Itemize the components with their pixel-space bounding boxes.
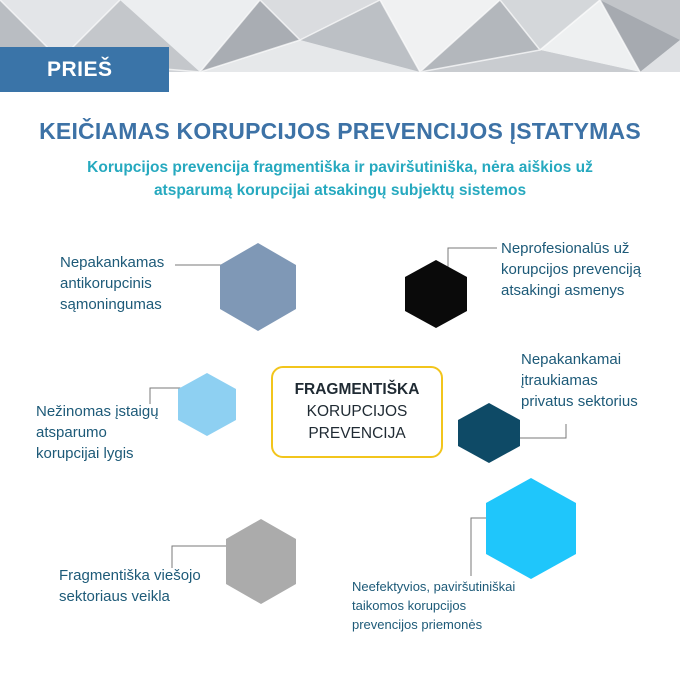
label-line: Nežinomas įstaigų (36, 403, 159, 420)
label-line: prevencijos priemonės (352, 617, 483, 632)
center-concept-box (271, 366, 443, 458)
connector-line-6 (471, 518, 487, 576)
label-measures (352, 577, 515, 634)
label-institutions (36, 401, 159, 464)
label-line: Fragmentiška viešojo (59, 567, 201, 584)
hexagon-public-sector (226, 519, 296, 604)
label-line: Nepakankamai (521, 351, 622, 368)
subtitle-line-2: atsparumą korupcijai atsakingų subjektų sistemos (153, 182, 527, 199)
label-officials (501, 238, 641, 301)
connector-line-4 (520, 424, 566, 438)
label-line: sąmoningumas (60, 296, 162, 313)
hexagon-officials (405, 260, 467, 328)
before-badge: PRIEŠ (0, 47, 169, 92)
label-line: Neprofesionalūs už (501, 240, 630, 257)
center-line-2: KORUPCIJOS (306, 403, 408, 420)
hexagon-private-sector (458, 403, 520, 463)
label-private-sector (521, 349, 638, 412)
label-line: korupcijos prevenciją (501, 261, 642, 278)
page-title: KEIČIAMAS KORUPCIJOS PREVENCIJOS ĮSTATYMAS (39, 118, 641, 144)
label-line: atsakingi asmenys (501, 282, 625, 299)
label-line: taikomos korupcijos (352, 598, 467, 613)
label-line: korupcijai lygis (36, 445, 134, 462)
hexagon-institutions (178, 373, 236, 436)
label-line: antikorupcinis (60, 275, 152, 292)
subtitle-line-1: Korupcijos prevencija fragmentiška ir paviršutiniška, nėra aiškios už (87, 159, 593, 176)
label-line: įtraukiamas (521, 372, 598, 389)
label-public-sector (59, 565, 201, 607)
label-line: sektoriaus veikla (59, 588, 170, 605)
label-line: privatus sektorius (521, 393, 638, 410)
label-line: Neefektyvios, paviršutiniškai (352, 579, 516, 594)
label-line: Nepakankamas (60, 254, 165, 271)
hexagon-measures (486, 478, 576, 579)
center-line-3: PREVENCIJA (308, 425, 406, 442)
label-awareness (60, 252, 164, 315)
label-line: atsparumo (36, 424, 107, 441)
center-line-1: FRAGMENTIŠKA (294, 381, 420, 398)
hexagon-awareness (220, 243, 296, 331)
connector-line-2 (448, 248, 497, 272)
